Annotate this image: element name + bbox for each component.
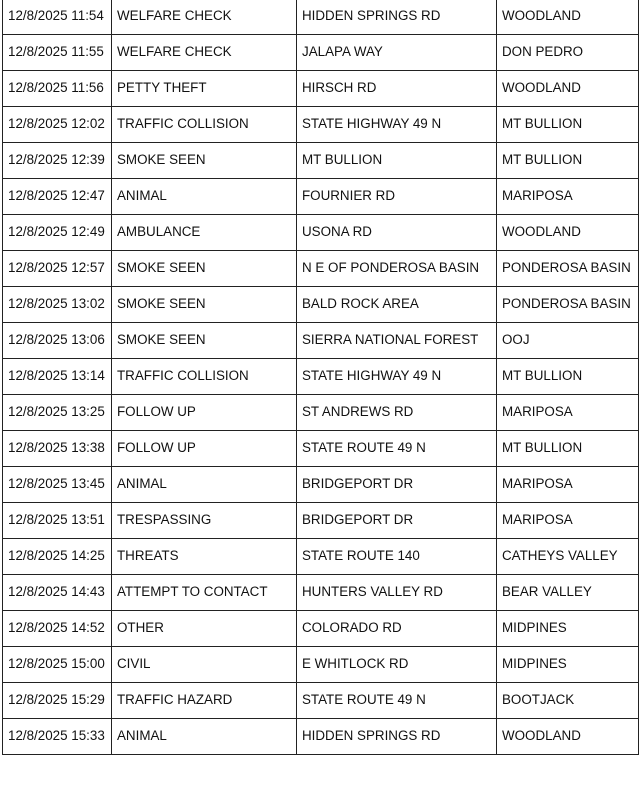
call-type-cell: FOLLOW UP [112, 395, 297, 431]
datetime-cell: 12/8/2025 11:55 [3, 35, 112, 71]
table-row [3, 503, 639, 539]
call-type-cell: THREATS [112, 539, 297, 575]
location-cell: N E OF PONDEROSA BASIN [297, 251, 497, 287]
datetime-cell: 12/8/2025 14:25 [3, 539, 112, 575]
datetime-cell: 12/8/2025 11:56 [3, 71, 112, 107]
table-row [3, 431, 639, 467]
location-cell: COLORADO RD [297, 611, 497, 647]
area-cell: WOODLAND [497, 215, 639, 251]
call-type-cell: CIVIL [112, 647, 297, 683]
location-cell: BRIDGEPORT DR [297, 467, 497, 503]
table-row [3, 35, 639, 71]
datetime-cell: 12/8/2025 15:29 [3, 683, 112, 719]
call-type-cell: AMBULANCE [112, 215, 297, 251]
location-cell: STATE ROUTE 140 [297, 539, 497, 575]
call-type-cell: TRAFFIC COLLISION [112, 359, 297, 395]
call-type-cell: TRAFFIC HAZARD [112, 683, 297, 719]
call-type-cell: ANIMAL [112, 467, 297, 503]
table-row [3, 647, 639, 683]
area-cell: MT BULLION [497, 107, 639, 143]
call-log-table [2, 0, 639, 755]
call-type-cell: SMOKE SEEN [112, 251, 297, 287]
datetime-cell: 12/8/2025 13:06 [3, 323, 112, 359]
call-type-cell: WELFARE CHECK [112, 0, 297, 35]
location-cell: HIDDEN SPRINGS RD [297, 719, 497, 755]
call-log-body [3, 0, 639, 755]
area-cell: PONDEROSA BASIN [497, 251, 639, 287]
location-cell: ST ANDREWS RD [297, 395, 497, 431]
table-row [3, 0, 639, 35]
datetime-cell: 12/8/2025 12:47 [3, 179, 112, 215]
table-row [3, 467, 639, 503]
call-type-cell: PETTY THEFT [112, 71, 297, 107]
datetime-cell: 12/8/2025 13:25 [3, 395, 112, 431]
call-type-cell: SMOKE SEEN [112, 323, 297, 359]
call-type-cell: OTHER [112, 611, 297, 647]
call-type-cell: ATTEMPT TO CONTACT [112, 575, 297, 611]
datetime-cell: 12/8/2025 15:33 [3, 719, 112, 755]
location-cell: STATE HIGHWAY 49 N [297, 359, 497, 395]
location-cell: STATE ROUTE 49 N [297, 431, 497, 467]
area-cell: CATHEYS VALLEY [497, 539, 639, 575]
location-cell: HUNTERS VALLEY RD [297, 575, 497, 611]
datetime-cell: 12/8/2025 14:43 [3, 575, 112, 611]
datetime-cell: 12/8/2025 13:38 [3, 431, 112, 467]
location-cell: JALAPA WAY [297, 35, 497, 71]
call-type-cell: WELFARE CHECK [112, 35, 297, 71]
datetime-cell: 12/8/2025 12:02 [3, 107, 112, 143]
area-cell: PONDEROSA BASIN [497, 287, 639, 323]
table-row [3, 179, 639, 215]
table-row [3, 575, 639, 611]
call-type-cell: SMOKE SEEN [112, 287, 297, 323]
location-cell: STATE HIGHWAY 49 N [297, 107, 497, 143]
location-cell: BALD ROCK AREA [297, 287, 497, 323]
call-type-cell: FOLLOW UP [112, 431, 297, 467]
datetime-cell: 12/8/2025 15:00 [3, 647, 112, 683]
location-cell: SIERRA NATIONAL FOREST [297, 323, 497, 359]
datetime-cell: 12/8/2025 11:54 [3, 0, 112, 35]
datetime-cell: 12/8/2025 12:57 [3, 251, 112, 287]
area-cell: MT BULLION [497, 359, 639, 395]
datetime-cell: 12/8/2025 14:52 [3, 611, 112, 647]
location-cell: E WHITLOCK RD [297, 647, 497, 683]
table-row [3, 719, 639, 755]
table-row [3, 683, 639, 719]
table-row [3, 71, 639, 107]
location-cell: MT BULLION [297, 143, 497, 179]
location-cell: BRIDGEPORT DR [297, 503, 497, 539]
area-cell: MARIPOSA [497, 503, 639, 539]
call-type-cell: TRAFFIC COLLISION [112, 107, 297, 143]
location-cell: FOURNIER RD [297, 179, 497, 215]
datetime-cell: 12/8/2025 12:39 [3, 143, 112, 179]
location-cell: HIDDEN SPRINGS RD [297, 0, 497, 35]
area-cell: MT BULLION [497, 143, 639, 179]
area-cell: MIDPINES [497, 611, 639, 647]
call-type-cell: SMOKE SEEN [112, 143, 297, 179]
area-cell: BOOTJACK [497, 683, 639, 719]
table-row [3, 539, 639, 575]
area-cell: WOODLAND [497, 71, 639, 107]
area-cell: WOODLAND [497, 719, 639, 755]
area-cell: DON PEDRO [497, 35, 639, 71]
table-row [3, 287, 639, 323]
call-type-cell: ANIMAL [112, 719, 297, 755]
table-row [3, 143, 639, 179]
datetime-cell: 12/8/2025 13:45 [3, 467, 112, 503]
datetime-cell: 12/8/2025 13:02 [3, 287, 112, 323]
table-row [3, 611, 639, 647]
datetime-cell: 12/8/2025 13:51 [3, 503, 112, 539]
table-row [3, 323, 639, 359]
location-cell: USONA RD [297, 215, 497, 251]
area-cell: OOJ [497, 323, 639, 359]
area-cell: MT BULLION [497, 431, 639, 467]
area-cell: MARIPOSA [497, 395, 639, 431]
area-cell: WOODLAND [497, 0, 639, 35]
call-type-cell: ANIMAL [112, 179, 297, 215]
datetime-cell: 12/8/2025 12:49 [3, 215, 112, 251]
area-cell: BEAR VALLEY [497, 575, 639, 611]
table-row [3, 359, 639, 395]
call-type-cell: TRESPASSING [112, 503, 297, 539]
table-row [3, 107, 639, 143]
area-cell: MIDPINES [497, 647, 639, 683]
area-cell: MARIPOSA [497, 179, 639, 215]
location-cell: HIRSCH RD [297, 71, 497, 107]
table-row [3, 215, 639, 251]
location-cell: STATE ROUTE 49 N [297, 683, 497, 719]
table-row [3, 251, 639, 287]
datetime-cell: 12/8/2025 13:14 [3, 359, 112, 395]
table-row [3, 395, 639, 431]
area-cell: MARIPOSA [497, 467, 639, 503]
